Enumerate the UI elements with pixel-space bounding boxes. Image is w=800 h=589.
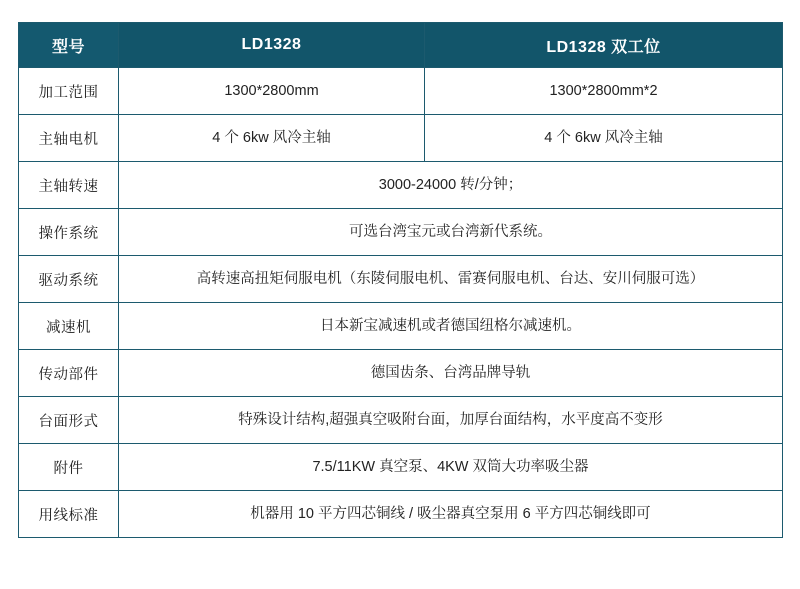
row-value-ld1328: 4 个 6kw 风冷主轴: [119, 115, 425, 162]
row-value-ld1328: 1300*2800mm: [119, 68, 425, 115]
table-row: [19, 397, 783, 444]
table-row: [19, 256, 783, 303]
row-label: 操作系统: [19, 209, 119, 256]
specification-table: [18, 22, 783, 538]
table-row: [19, 209, 783, 256]
table-row: [19, 68, 783, 115]
table-row: [19, 491, 783, 538]
row-value-ld1328-dual: 1300*2800mm*2: [425, 68, 783, 115]
row-label: 主轴电机: [19, 115, 119, 162]
row-value-shared: 德国齿条、台湾品牌导轨: [119, 350, 783, 397]
table-body: [19, 68, 783, 538]
table-row: [19, 444, 783, 491]
row-label: 传动部件: [19, 350, 119, 397]
table-header: [19, 23, 783, 68]
row-label: 用线标准: [19, 491, 119, 538]
row-label: 驱动系统: [19, 256, 119, 303]
row-label: 主轴转速: [19, 162, 119, 209]
row-value-shared: 特殊设计结构,超强真空吸附台面，加厚台面结构，水平度高不变形: [119, 397, 783, 444]
table-row: [19, 115, 783, 162]
row-label: 减速机: [19, 303, 119, 350]
column-header-ld1328: LD1328: [119, 23, 425, 68]
column-header-ld1328-dual: LD1328 双工位: [425, 23, 783, 68]
row-value-ld1328-dual: 4 个 6kw 风冷主轴: [425, 115, 783, 162]
row-value-shared: 高转速高扭矩伺服电机（东陵伺服电机、雷赛伺服电机、台达、安川伺服可选）: [119, 256, 783, 303]
row-label: 台面形式: [19, 397, 119, 444]
table-row: [19, 350, 783, 397]
table-header-row: [19, 23, 783, 68]
row-value-shared: 7.5/11KW 真空泵、4KW 双筒大功率吸尘器: [119, 444, 783, 491]
row-value-shared: 可选台湾宝元或台湾新代系统。: [119, 209, 783, 256]
row-value-shared: 机器用 10 平方四芯铜线 / 吸尘器真空泵用 6 平方四芯铜线即可: [119, 491, 783, 538]
table-row: [19, 162, 783, 209]
row-value-shared: 日本新宝减速机或者德国纽格尔减速机。: [119, 303, 783, 350]
row-label: 附件: [19, 444, 119, 491]
row-value-shared: 3000-24000 转/分钟；: [119, 162, 783, 209]
table-row: [19, 303, 783, 350]
column-header-model: 型号: [19, 23, 119, 68]
row-label: 加工范围: [19, 68, 119, 115]
